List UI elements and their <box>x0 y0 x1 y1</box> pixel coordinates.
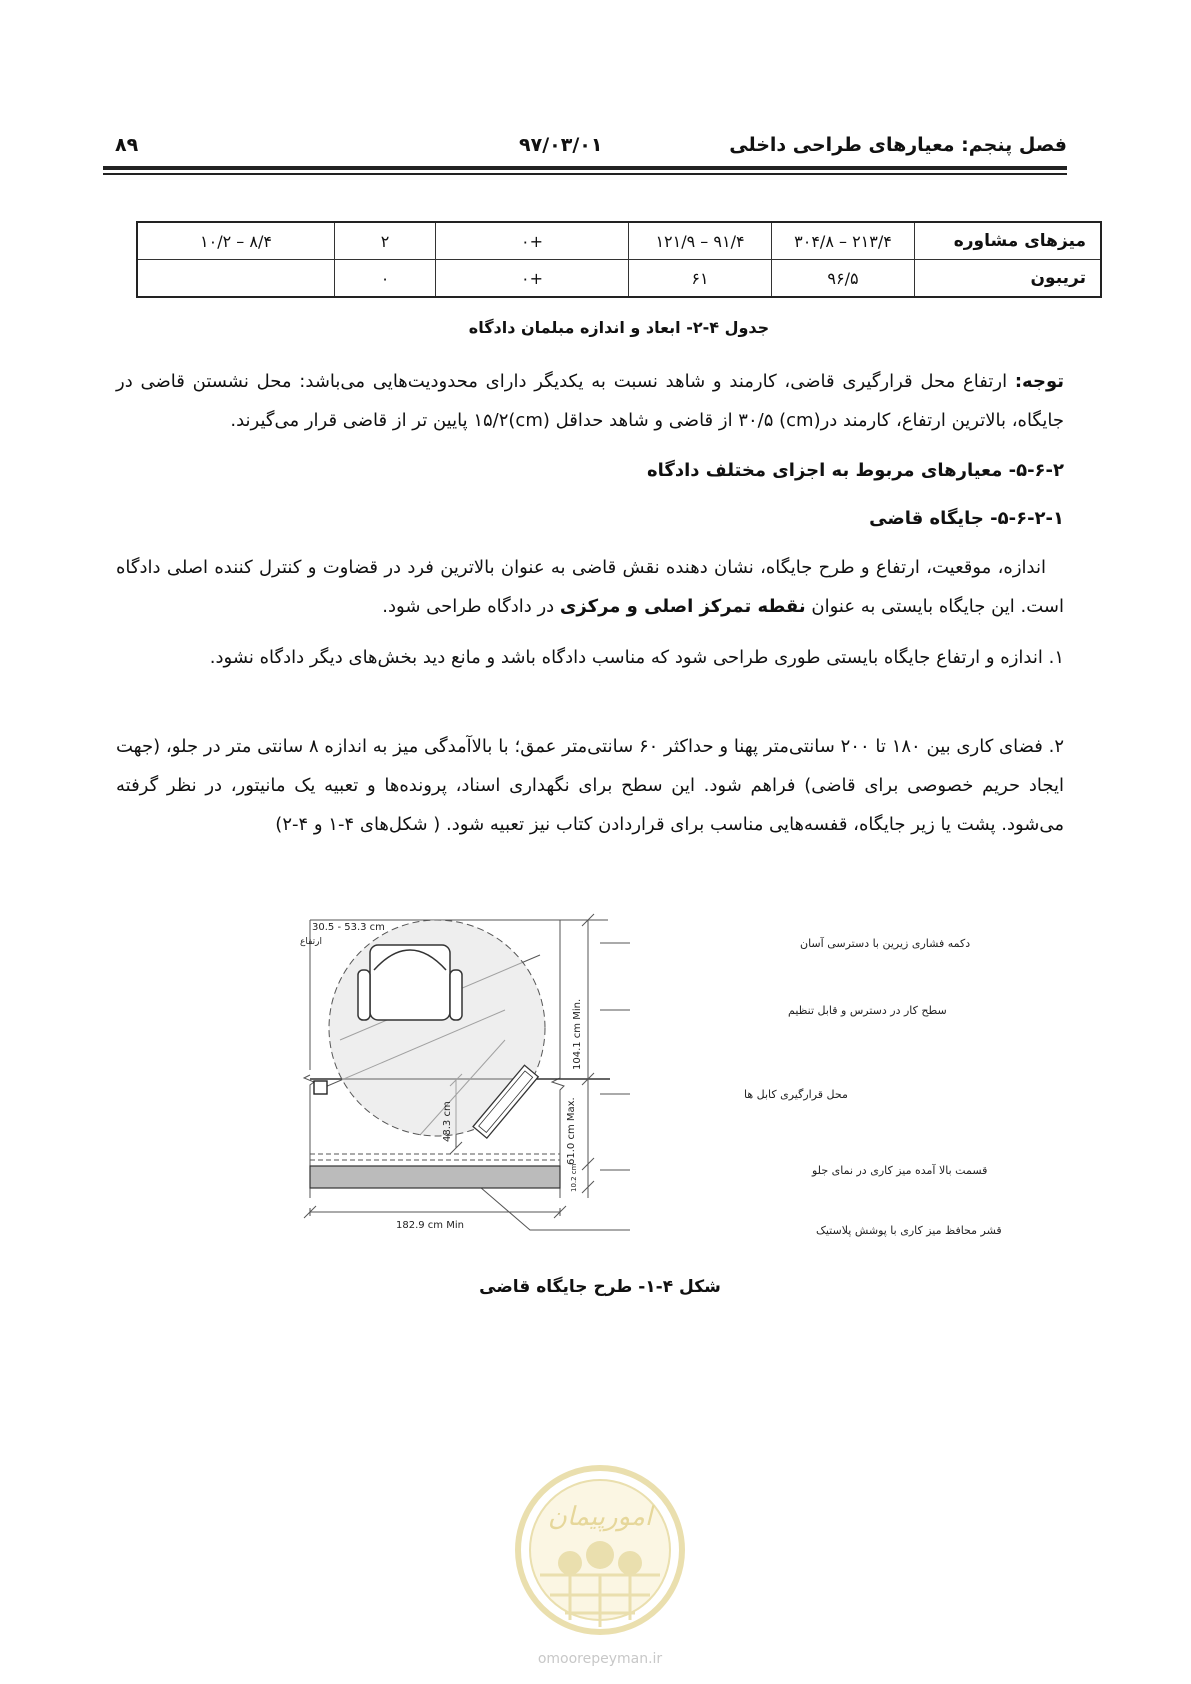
dim-right-1-label: 104.1 cm Min. <box>572 998 583 1070</box>
table-caption: جدول ۴-۲- ابعاد و اندازه مبلمان دادگاه <box>468 318 770 337</box>
callout-label: سطح کار در دسترس و قابل تنظیم <box>788 1004 947 1017</box>
subsection-heading: ۵-۶-۲-۱- جایگاه قاضی <box>869 508 1064 529</box>
chapter-title: فصل پنجم: معیارهای طراحی داخلی <box>729 134 1067 156</box>
table-cell: ۶۱ <box>629 260 772 298</box>
intro-text: اندازه، موقعیت، ارتفاع و طرح جایگاه، نشان دهنده نقش قاضی به عنوان بالاترین فرد در قضاوت و کنترل کننده اصلی دادگاه است. این جایگاه بایستی به عنوان <box>116 557 1064 617</box>
header-rule-thick <box>103 166 1067 170</box>
dim-top-sublabel: ارتفاع <box>299 937 322 947</box>
table-cell <box>137 260 335 298</box>
watermark-logo-text: امورپیمان <box>547 1502 653 1532</box>
dim-small-label: 10.2 cm <box>570 1163 578 1192</box>
callout-label: محل قرارگیری کابل ها <box>744 1088 848 1101</box>
note-paragraph <box>116 362 1064 440</box>
callout-label: قسمت بالا آمده میز کاری در نمای جلو <box>812 1164 988 1177</box>
table-row <box>137 260 1101 298</box>
note-label: توجه: <box>1014 371 1064 392</box>
table-cell-label: تریبون <box>915 260 1102 298</box>
table-cell: ۸/۴ – ۱۰/۲ <box>137 222 335 260</box>
omoorepeyman-watermark-logo <box>510 1455 690 1675</box>
callout-label: قشر محافظ میز کاری با پوشش پلاستیک <box>816 1224 1002 1237</box>
table-cell: ۰ <box>335 260 436 298</box>
watermark-site: omoorepeyman.ir <box>537 1651 663 1667</box>
table-row <box>137 222 1101 260</box>
table-cell: ۲ <box>335 222 436 260</box>
intro-text-end: در دادگاه طراحی شود. <box>382 596 560 617</box>
dim-bottom-label: 182.9 cm Min <box>396 1220 464 1231</box>
note-text: ارتفاع محل قرارگیری قاضی، کارمند و شاهد نسبت به یکدیگر دارای محدودیت‌هایی می‌باشد: محل نشستن قاضی در جایگاه، بالاترین ارتفاع، کارمند در(cm) ۳۰/۵ از قاضی و شاهد حداقل (cm)۱۵/۲ پایین تر از قاضی قرار می‌گیرند. <box>116 371 1064 431</box>
dim-mid-label: 48.3 cm <box>442 1101 453 1142</box>
header-date: ۹۷/۰۳/۰۱ <box>519 134 603 156</box>
intro-paragraph <box>116 548 1064 626</box>
callout-label: دکمه فشاری زیرین با دسترسی آسان <box>800 937 971 950</box>
table-cell: ۲۱۳/۴ – ۳۰۴/۸ <box>772 222 915 260</box>
dim-top-label: 30.5 - 53.3 cm <box>312 922 385 933</box>
figure-caption: شکل ۴-۱- طرح جایگاه قاضی <box>479 1277 721 1297</box>
page-number: ۸۹ <box>115 134 139 156</box>
header-rule-thin <box>103 173 1067 175</box>
section-heading: ۵-۶-۲- معیارهای مربوط به اجزای مختلف دادگاه <box>647 460 1064 481</box>
judge-bench-plan-figure <box>299 910 1002 1245</box>
page-header <box>103 128 1067 188</box>
list-item: ۱. اندازه و ارتفاع جایگاه بایستی طوری طراحی شود که مناسب دادگاه باشد و مانع دید بخش‌های دیگر دادگاه نشود. <box>209 647 1064 668</box>
furniture-dimensions-table <box>136 221 1102 298</box>
table-cell: +۰ <box>436 260 629 298</box>
table-cell-label: میزهای مشاوره <box>915 222 1102 260</box>
list-item: ۲. فضای کاری بین ۱۸۰ تا ۲۰۰ سانتی‌متر پهنا و حداکثر ۶۰ سانتی‌متر عمق؛ با بالاآمدگی میز به اندازه ۸ سانتی متر در جلو، (جهت ایجاد حریم خصوصی برای قاضی) فراهم شود. این سطح برای نگهداری اسناد، پرونده‌ها و تعبیه یک مانیتور، در نظر گرفته می‌شود. پشت یا زیر جایگاه، قفسه‌هایی مناسب برای قراردادن کتاب نیز تعبیه شود. ( شکل‌های ۴-۱ و ۴-۲) <box>116 736 1064 835</box>
table-cell: ۹۶/۵ <box>772 260 915 298</box>
intro-bold-text: نقطه تمرکز اصلی و مرکزی <box>559 596 806 617</box>
table-cell: +۰ <box>436 222 629 260</box>
table-cell: ۹۱/۴ – ۱۲۱/۹ <box>629 222 772 260</box>
dim-right-2-label: 61.0 cm Max. <box>566 1097 577 1165</box>
